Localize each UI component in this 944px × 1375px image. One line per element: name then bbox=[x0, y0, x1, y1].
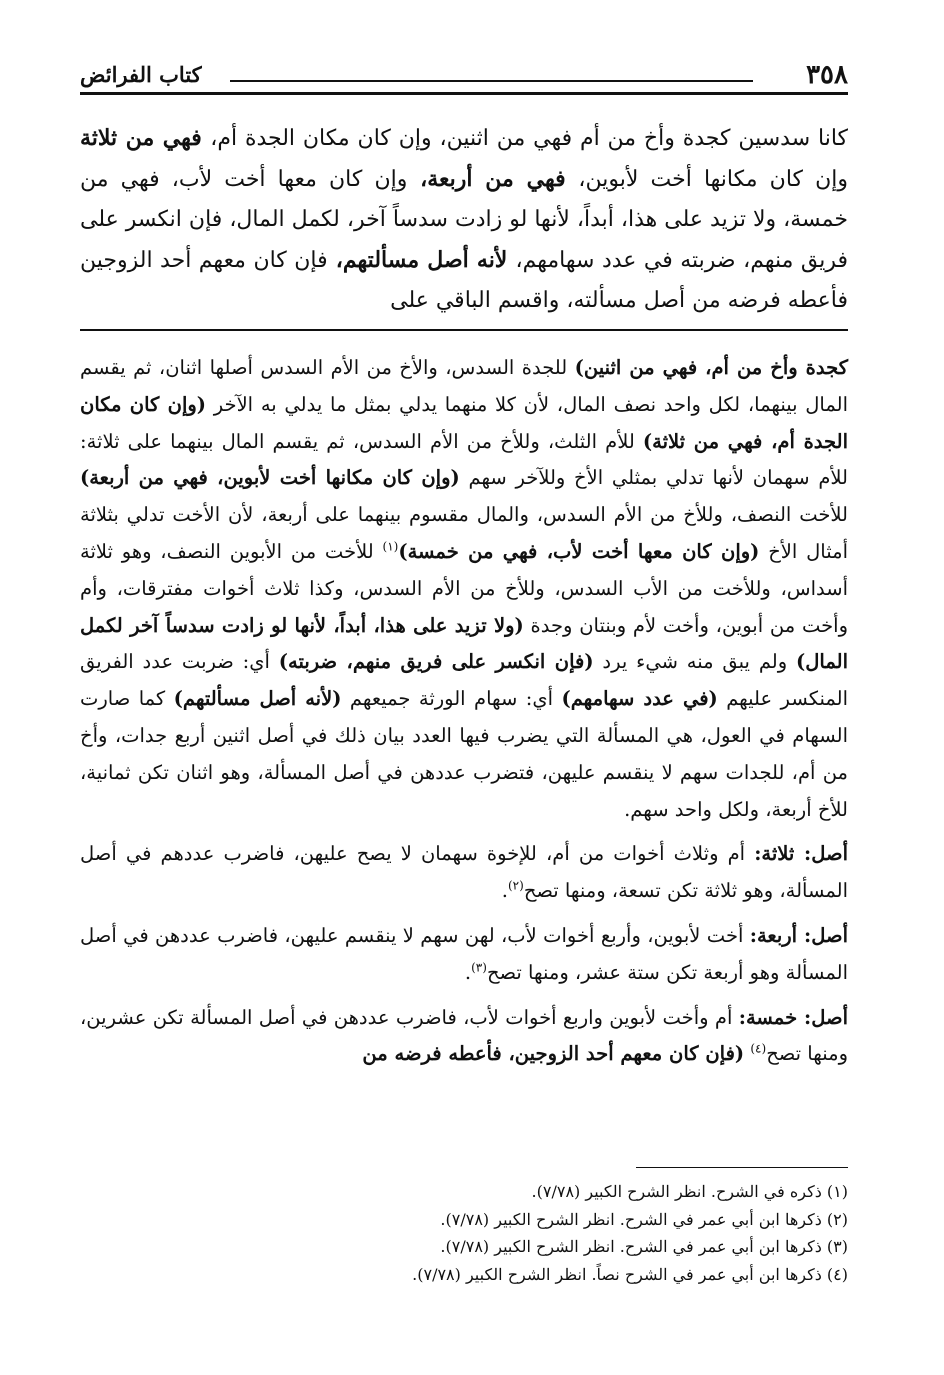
footnotes bbox=[80, 1178, 848, 1288]
header-rule bbox=[230, 80, 753, 82]
sharh-paragraph bbox=[80, 1000, 848, 1074]
matn-segment: فإن كان معهم أحد الزوجين فأعطه فرضه من أصل مسألته، واقسم الباقي على bbox=[80, 248, 848, 313]
quoted-matn: (فإن انكسر على فريق منهم، ضربته) bbox=[278, 650, 594, 674]
section-label: أصل: ثلاثة: bbox=[754, 842, 848, 866]
footnote-ref[interactable]: (٣) bbox=[471, 960, 487, 975]
quoted-matn: (لأنه أصل مسألتهم) bbox=[173, 687, 342, 711]
sharh-segment: كما صارت السهام في العول، هي المسألة التي يضرب فيها العدد بيان ذلك في أصل اثنين أربع جدات، وأخ من أم، للجدات سهم لا ينقسم عليهن، فتضرب عددهن في أصل المسألة، وهو اثنان تكن ثمانية، للأخ أربعة، ولكل واحد سهم. bbox=[80, 687, 848, 821]
section-label: أصل: أربعة: bbox=[749, 923, 848, 947]
sharh-paragraph bbox=[80, 918, 848, 992]
footnote-ref[interactable]: (٢) bbox=[507, 878, 524, 893]
footnote: (٢) ذكرها ابن أبي عمر في الشرح. انظر الشرح الكبير (٧/٧٨). bbox=[440, 1209, 848, 1229]
page-header bbox=[80, 58, 848, 95]
matn-bold: فهي من أربعة، bbox=[407, 166, 579, 192]
sharh-segment: أي: سهام الورثة جميعهم bbox=[341, 687, 562, 711]
sharh-segment: أم وأخت لأبوين واربع أخوات لأب، فاضرب عددهن في أصل المسألة تكن عشرين، ومنها تصح bbox=[80, 1005, 848, 1066]
quoted-matn: (وإن كان مكان الجدة أم، فهي من ثلاثة) bbox=[80, 392, 848, 453]
matn-sharh-divider bbox=[80, 329, 848, 331]
footnote-rule bbox=[636, 1167, 848, 1168]
sharh-segment: للأخت النصف، وللأخ من الأم السدس، والمال مقسوم بينهما على أربعة، لأن الأخت تدلي بثلاثة أمثال الأخ bbox=[80, 503, 848, 563]
sharh-paragraph bbox=[80, 836, 848, 910]
sharh-segment: أم وثلاث أخوات من أم، للإخوة سهمان لا يصح عليهن، فاضرب عددهم في أصل المسألة، وهو ثلاثة تكن تسعة، ومنها تصح bbox=[80, 842, 848, 903]
sharh-segment: أخت لأبوين، وأربع أخوات لأب، لهن سهم لا ينقسم عليهن، فاضرب عددهن في أصل المسألة وهو أربعة تكن ستة عشر، ومنها تصح bbox=[80, 923, 848, 984]
sharh-segment: . bbox=[501, 879, 508, 903]
sharh-paragraph bbox=[80, 350, 848, 828]
footnote: (٤) ذكرها ابن أبي عمر في الشرح نصاً. انظر الشرح الكبير (٧/٧٨). bbox=[412, 1264, 848, 1284]
page-number: ٣٥٨ bbox=[806, 60, 848, 90]
footnote: (١) ذكره في الشرح. انظر الشرح الكبير (٧/٧٨). bbox=[531, 1182, 848, 1201]
sharh-segment: للأم الثلث، وللأخ من الأم السدس، ثم يقسم المال بينهما على ثلاثة: للأم سهمان لأنها تدلي بمثلي الأخ وللآخر سهم bbox=[80, 429, 849, 490]
footnote-ref[interactable]: (٤) bbox=[750, 1041, 767, 1056]
sharh-commentary bbox=[80, 350, 848, 1073]
matn-segment: وإن كان معها أخت لأب، فهي من خمسة، ولا تزيد على هذا، أبداً، لأنها لو زادت سدساً آخر، لكمل المال، فإن انكسر على فريق منهم، ضربته في عدد سهامهم، bbox=[80, 167, 849, 273]
quoted-matn: (فإن كان معهم أحد الزوجين، فأعطه فرضه من bbox=[362, 1042, 745, 1066]
quoted-matn: كجدة وأخ من أم، فهي من اثنين) bbox=[574, 356, 849, 379]
sharh-segment: . bbox=[464, 960, 472, 984]
matn-text bbox=[80, 118, 848, 321]
matn-paragraph bbox=[80, 118, 848, 321]
quoted-matn: (وإن كان معها أخت لأب، فهي من خمسة) bbox=[398, 539, 760, 563]
sharh-segment: للجدة السدس، والأخ من الأم السدس أصلها اثنان، ثم يقسم المال بينهما، لكل واحد نصف المال، لأن كلا منهما يدلي بمثل ما يدلي به الآخر bbox=[80, 356, 849, 416]
sharh-segment: للأخت من الأبوين النصف، وهو ثلاثة أسداس، وللأخت من الأب السدس، وللأخ من الأم السدس، وكذا ثلاث أخوات مفترقات، وأم وأخت من أبوين، وأخت لأم وبنتان وجدة bbox=[80, 539, 848, 637]
sharh-segment: ولم يبق منه شيء يرد bbox=[593, 650, 797, 674]
matn-segment: كانا سدسين كجدة وأخ من أم فهي من اثنين، وإن كان مكان الجدة أم، bbox=[210, 126, 848, 151]
matn-segment: وإن كان مكانها أخت لأبوين، bbox=[578, 167, 849, 192]
quoted-matn: (ولا تزيد على هذا، أبداً، لأنها لو زادت سدساً آخر لكمل المال) bbox=[80, 613, 848, 674]
quoted-matn: (وإن كان مكانها أخت لأبوين، فهي من أربعة) bbox=[80, 466, 460, 490]
matn-bold: لأنه أصل مسألتهم، bbox=[327, 247, 516, 273]
footnote: (٣) ذكرها ابن أبي عمر في الشرح. انظر الشرح الكبير (٧/٧٨). bbox=[440, 1237, 848, 1256]
quoted-matn: (في عدد سهامهم) bbox=[561, 687, 718, 711]
matn-bold: فهي من ثلاثة bbox=[80, 125, 211, 151]
footnote-ref[interactable]: (١) bbox=[382, 539, 399, 554]
sharh-segment: أي: ضربت عدد الفريق المنكسر عليهم bbox=[80, 650, 848, 711]
book-title: كتاب الفرائض bbox=[80, 62, 202, 87]
section-label: أصل: خمسة: bbox=[738, 1005, 849, 1029]
